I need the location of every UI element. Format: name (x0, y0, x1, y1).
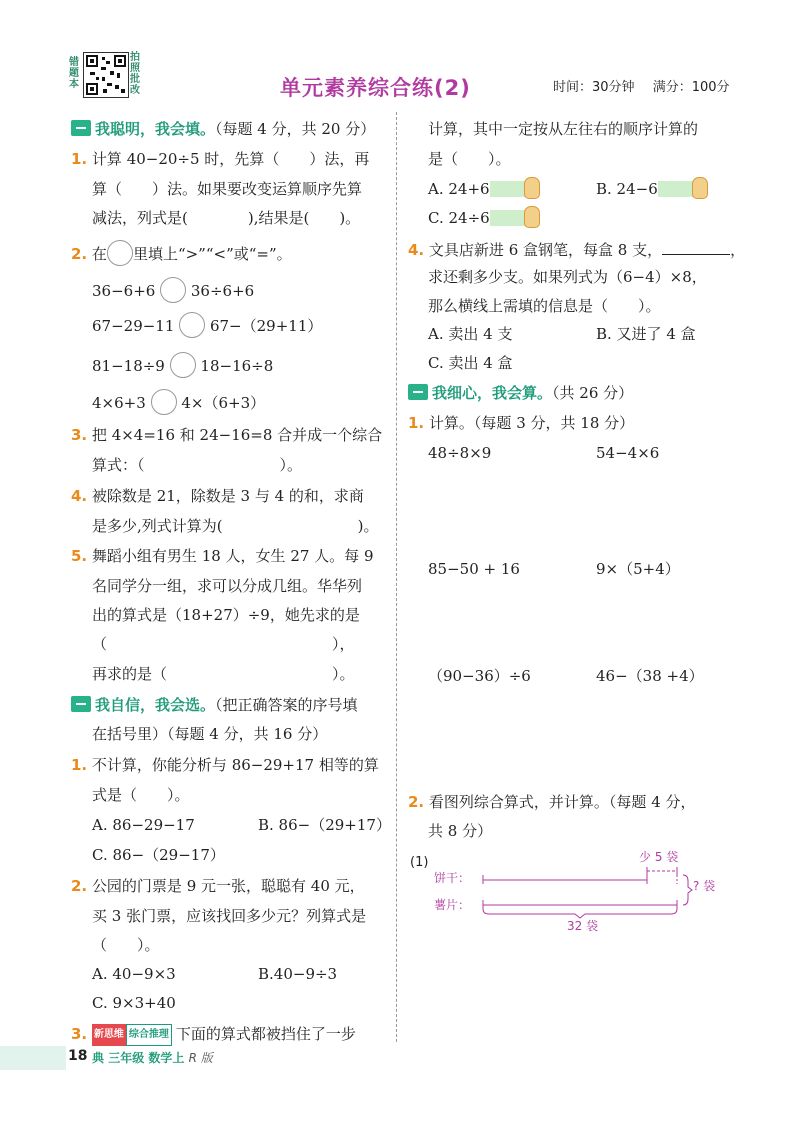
score-label: 满分：100分 (652, 80, 730, 95)
bar-diagram (407, 847, 737, 937)
s1-q1-line1 (71, 149, 369, 169)
s3-q1-text1: 计算。（每题 3 分，共 18 分） (428, 414, 635, 432)
qr-code-icon (83, 52, 129, 98)
s1-q4-line1 (71, 486, 364, 506)
s1-q5-line4: （ ）， (92, 635, 355, 653)
answer-circle[interactable] (170, 352, 196, 378)
section-badge-icon (71, 120, 91, 136)
answer-circle[interactable] (107, 240, 133, 266)
s2-q2-number: 2. (71, 877, 88, 895)
s3-q2-number: 2. (408, 793, 425, 811)
s2-q4-comma: ， (730, 241, 746, 259)
option-text: B. 24−6 (596, 180, 658, 198)
calc-expression: 54−4×6 (596, 444, 660, 462)
s1-q3-line1 (71, 425, 382, 445)
page-title: 单元素养综合练(2) (280, 76, 471, 100)
reasoning-tag: 综合推理 (126, 1024, 172, 1046)
hand-icon (524, 177, 540, 199)
compare-right: 18−16÷8 (200, 357, 274, 375)
s2-q3-line1 (71, 1024, 356, 1046)
compare-left: 81−18÷9 (92, 357, 165, 375)
s3-q2-line1 (408, 792, 696, 812)
s1-q2-number: 2. (71, 245, 88, 263)
compare-row (92, 389, 265, 415)
compare-left: 67−29−11 (92, 317, 175, 335)
compare-row (92, 352, 273, 378)
compare-right: 67−（29+11） (209, 317, 323, 335)
fill-blank-line[interactable] (662, 240, 730, 255)
s1-q4-number: 4. (71, 487, 88, 505)
s2-q2-line2: 买 3 张门票，应该找回多少元？列算式是 (92, 907, 367, 925)
s2-q1-line2: 式是（ ）。 (92, 786, 190, 804)
answer-circle[interactable] (179, 312, 205, 338)
compare-right: 36÷6+6 (190, 282, 255, 300)
s3-q2-line2: 共 8 分） (428, 822, 493, 840)
s1-q2-line1 (71, 240, 292, 266)
s1-q3-number: 3. (71, 426, 88, 444)
section1-note: （每题 4 分，共 20 分） (215, 120, 376, 138)
compare-row (92, 312, 322, 338)
s1-q5-line2: 名同学分一组，求可以分成几组。华华列 (92, 577, 363, 595)
section2-note2: 在括号里）（每题 4 分，共 16 分） (92, 725, 328, 743)
s2-q4-line2: 求还剩多少支。如果列式为（6−4）×8， (428, 268, 707, 286)
calc-expression: 46−（38 +4） (596, 667, 704, 685)
section3-title: 我细心，我会算。 (432, 384, 553, 402)
s2-q2-option-b: B.40−9÷3 (258, 965, 338, 983)
diagram-lines (407, 847, 737, 937)
diagram-row-chips: 薯片： (434, 898, 471, 912)
s2-q1-number: 1. (71, 756, 88, 774)
compare-row (92, 277, 254, 303)
column-divider (396, 112, 397, 1042)
s1-q1-text1: 计算 40−20÷5 时，先算（ ）法，再 (91, 150, 370, 168)
calc-expression: （90−36）÷6 (428, 667, 531, 685)
compare-left: 36−6+6 (92, 282, 156, 300)
s2-q3-line2: 计算，其中一定按从左往右的顺序计算的 (428, 120, 699, 138)
s2-q1-option-b: B. 86−（29+17） (258, 816, 391, 834)
s1-q5-line5: 再求的是（ ）。 (92, 665, 355, 683)
s1-q3-line2: 算式：（ ）。 (92, 456, 303, 474)
s2-q2-line1 (71, 876, 365, 896)
diagram-row-cookies: 饼干： (434, 871, 471, 885)
s2-q3-number: 3. (71, 1025, 88, 1043)
s2-q2-option-c: C. 9×3+40 (92, 994, 176, 1012)
section-badge-icon (71, 696, 91, 712)
diagram-question-label: ? 袋 (693, 879, 716, 893)
section1-title: 我聪明，我会填。 (95, 120, 216, 138)
qr-right-label: 拍照批改 (130, 52, 140, 96)
s1-q3-text1: 把 4×4=16 和 24−16=8 合并成一个综合 (91, 426, 383, 444)
s2-q3-option-b (596, 179, 694, 199)
covered-step (490, 210, 526, 226)
page-number: 18 (68, 1048, 88, 1064)
s2-q1-line1 (71, 755, 379, 775)
qr-left-label: 错题本 (69, 57, 79, 90)
s1-q2-post: 里填上“>”“<”或“=”。 (132, 245, 292, 263)
section2-heading (71, 695, 358, 715)
diagram-less-label: 少 5 袋 (639, 850, 679, 864)
section-badge-icon (408, 384, 428, 400)
s2-q4-line3: 那么横线上需填的信息是（ ）。 (428, 297, 661, 315)
option-text: C. 24÷6 (428, 209, 490, 227)
diagram-total-label: 32 袋 (567, 919, 599, 933)
s2-q1-text1: 不计算，你能分析与 86−29+17 相等的算 (91, 756, 379, 774)
section3-heading (408, 383, 633, 403)
section2-note1: （把正确答案的序号填 (215, 696, 358, 714)
s1-q5-text1: 舞蹈小组有男生 18 人，女生 27 人。每 9 (91, 547, 374, 565)
s2-q3-option-c (428, 208, 526, 228)
compare-left: 4×6+3 (92, 394, 146, 412)
option-text: A. 24+6 (428, 180, 490, 198)
s2-q3-line3: 是（ ）。 (428, 150, 511, 168)
footer-book-info (92, 1049, 213, 1066)
new-thinking-tag: 新思维 (92, 1024, 126, 1046)
s2-q2-option-a: A. 40−9×3 (92, 965, 176, 983)
s2-q4-line1 (408, 240, 745, 260)
s1-q5-line1 (71, 546, 373, 566)
time-label: 时间：30分钟 (553, 80, 635, 95)
answer-circle[interactable] (151, 389, 177, 415)
s2-q4-text1: 文具店新进 6 盒钢笔，每盒 8 支， (428, 241, 663, 259)
footer-bar (0, 1046, 66, 1070)
s2-q4-option-b: B. 又进了 4 盒 (596, 325, 696, 343)
brand-logo: 典 (92, 1051, 105, 1065)
s2-q3-option-a (428, 179, 526, 199)
qr-code-block (68, 52, 142, 100)
s2-q4-option-c: C. 卖出 4 盒 (428, 354, 513, 372)
answer-circle[interactable] (160, 277, 186, 303)
s2-q2-line3: （ ）。 (92, 936, 160, 954)
section1-heading (71, 119, 375, 139)
calc-expression: 48÷8×9 (428, 444, 492, 462)
s1-q1-number: 1. (71, 150, 88, 168)
s3-q2-text1: 看图列综合算式，并计算。（每题 4 分， (428, 793, 696, 811)
edition-label: R 版 (188, 1051, 213, 1065)
calc-expression: 9×（5+4） (596, 560, 680, 578)
compare-right: 4×（6+3） (181, 394, 266, 412)
covered-step (658, 181, 694, 197)
s3-q1-line1 (408, 413, 634, 433)
calc-expression: 85−50 + 16 (428, 560, 520, 578)
s1-q4-text1: 被除数是 21，除数是 3 与 4 的和，求商 (91, 487, 364, 505)
s1-q2-pre: 在 (91, 245, 107, 263)
s2-q4-option-a: A. 卖出 4 支 (428, 325, 513, 343)
section3-note: （共 26 分） (552, 384, 634, 402)
section2-title: 我自信，我会选。 (95, 696, 216, 714)
s2-q2-text1: 公园的门票是 9 元一张，聪聪有 40 元， (91, 877, 365, 895)
hand-icon (692, 177, 708, 199)
s2-q3-text1: 下面的算式都被挡住了一步 (175, 1025, 356, 1043)
s1-q5-number: 5. (71, 547, 88, 565)
hand-icon (524, 206, 540, 228)
s1-q4-line2: 是多少,列式计算为( )。 (92, 517, 379, 535)
diagram-index: (1) (410, 855, 429, 870)
exam-info (553, 76, 744, 95)
covered-step (490, 181, 526, 197)
s1-q1-line2: 算（ ）法。如果要改变运算顺序先算 (92, 180, 363, 198)
s1-q1-line3: 减法，列式是( ),结果是( )。 (92, 209, 361, 227)
s1-q5-line3: 出的算式是（18+27）÷9，她先求的是 (92, 606, 360, 624)
s2-q4-number: 4. (408, 241, 425, 259)
s3-q1-number: 1. (408, 414, 425, 432)
book-name: 三年级 数学上 (108, 1051, 185, 1065)
s2-q1-option-c: C. 86−（29−17） (92, 846, 225, 864)
s2-q1-option-a: A. 86−29−17 (92, 816, 195, 834)
